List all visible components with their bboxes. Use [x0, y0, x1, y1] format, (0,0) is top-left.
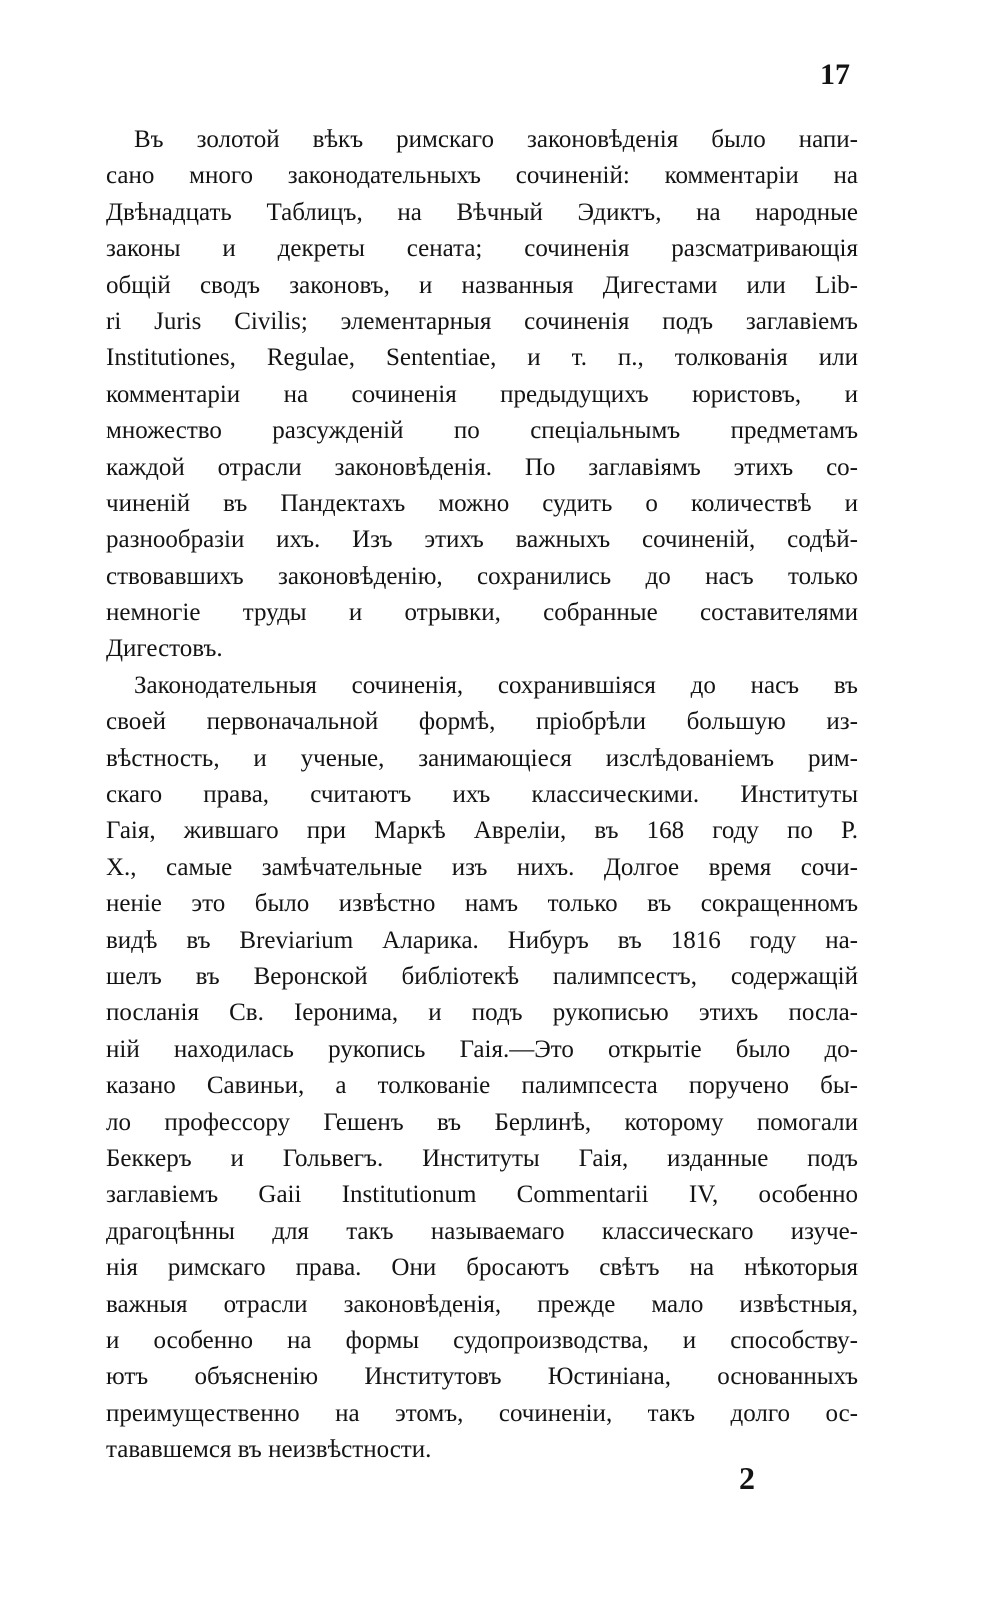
text-line: заглавіемъ Gaii Institutionum Commentarii IV, особенно — [106, 1181, 858, 1209]
signature-mark: 2 — [739, 1460, 755, 1496]
text-line: драгоцѣнны для такъ называемаго классическаго изуче- — [106, 1217, 858, 1245]
text-line: Законодательныя сочиненія, сохранившіяся до насъ въ — [134, 671, 858, 699]
text-line: преимущественно на этомъ, сочиненіи, такъ долго ос- — [106, 1399, 858, 1427]
text-line: комментаріи на сочиненія предыдущихъ юристовъ, и — [106, 380, 858, 408]
page-number: 17 — [820, 58, 850, 91]
text-line: шелъ въ Веронской библіотекѣ палимпсестъ, содержащій — [106, 962, 858, 990]
text-line: Х., самые замѣчательные изъ нихъ. Долгое время сочи- — [106, 853, 858, 881]
text-line: чиненій въ Пандектахъ можно судить о количествѣ и — [106, 489, 858, 517]
text-line: Гаія, жившаго при Маркѣ Авреліи, въ 168 году по Р. — [106, 817, 858, 845]
text-line: Беккеръ и Гольвегъ. Институты Гаія, изданные подъ — [106, 1144, 858, 1172]
text-line: ri Juris Civilis; элементарныя сочиненія подъ заглавіемъ — [106, 307, 858, 335]
text-line: вѣстность, и ученые, занимающіеся изслѣдованіемъ рим- — [106, 744, 858, 772]
text-line: казано Савиньи, а толкованіе палимпсеста поручено бы- — [106, 1072, 858, 1100]
text-line: нія римскаго права. Они бросаютъ свѣтъ на нѣкоторыя — [106, 1254, 858, 1282]
text-line: ній находилась рукопись Гаія.—Это открытіе было до- — [106, 1035, 858, 1063]
paragraph — [106, 668, 858, 1469]
text-line: Двѣнадцать Таблицъ, на Вѣчный Эдиктъ, на народные — [106, 198, 858, 226]
text-line: ютъ объясненію Институтовъ Юстиніана, основанныхъ — [106, 1363, 858, 1391]
text-line: посланія Св. Іеронима, и подъ рукописью этихъ посла- — [106, 999, 858, 1027]
text-line: общій сводъ законовъ, и названныя Дигестами или Lib- — [106, 271, 858, 299]
text-line: неніе это было извѣстно намъ только въ сокращенномъ — [106, 890, 858, 918]
text-line: своей первоначальной формѣ, пріобрѣли большую из- — [106, 708, 858, 736]
text-line: и особенно на формы судопроизводства, и способству- — [106, 1326, 858, 1354]
text-line: важныя отрасли законовѣденія, прежде мало извѣстныя, — [106, 1290, 858, 1318]
text-line: каждой отрасли законовѣденія. По заглавіямъ этихъ со- — [106, 453, 858, 481]
text-line: разнообразіи ихъ. Изъ этихъ важныхъ сочиненій, содѣй- — [106, 526, 858, 554]
text-line: законы и декреты сената; сочиненія разсматривающія — [106, 235, 858, 263]
text-line: сано много законодательныхъ сочиненій: комментаріи на — [106, 162, 858, 190]
text-line: Въ золотой вѣкъ римскаго законовѣденія было напи- — [134, 126, 858, 153]
text-line: тававшемся въ неизвѣстности. — [106, 1436, 432, 1464]
text-line: немногіе труды и отрывки, собранные составителями — [106, 599, 858, 627]
text-line: видѣ въ Breviarium Аларика. Нибуръ въ 1816 году на- — [106, 926, 858, 954]
paragraph — [106, 122, 858, 668]
text-line: скаго права, считаютъ ихъ классическими. Институты — [106, 781, 858, 809]
text-line: ло профессору Гешенъ въ Берлинѣ, которому помогали — [106, 1108, 858, 1136]
text-line: Дигестовъ. — [106, 635, 223, 663]
text-line: ствовавшихъ законовѣденію, сохранились до насъ только — [106, 562, 858, 590]
body-text — [106, 122, 858, 1468]
text-line: Institutiones, Regulae, Sententiae, и т. п., толкованія или — [106, 344, 858, 372]
text-line: множество разсужденій по спеціальнымъ предметамъ — [106, 417, 858, 445]
